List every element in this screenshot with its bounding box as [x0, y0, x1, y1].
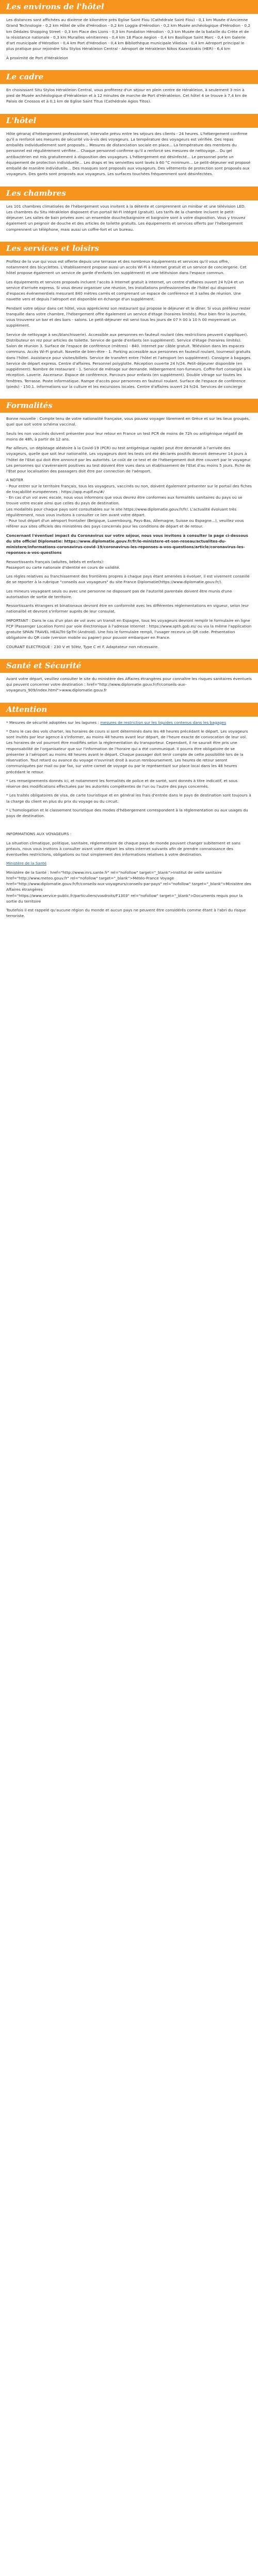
hotel-text: Hôte géranaj d'hébergement professionnel, Intervalle prévu entre les séjours des clients - 24 heures. L'hébergement confirme qu'il a renforcé ses mesures de sécurité vis-à-vis des voyageurs. La température des voyageurs est vérifiée. Des repas emballés individuellement sont proposés... Mesures de distanciation sociale en place... La température des membres du personnel est régulièrement vérifiée... Chaque personnel confirme qu'il a renforcé ses mesures de nettoyage... Du gel antibactérien est mis gratuitement à disposition des voyageurs. L'hébergement est désinfecté... Le personnel porte un équipement de protection individuelle... Les draps et les serviettes sont lavés à 60 °C minimum... Le petit-déjeuner est proposé emballé de manière individuelle... Des masques sont proposés aux voyageurs. Des vêtements de protection sont proposés aux voyageurs. Des gants sont proposés aux voyageurs. Les surfaces touchées fréquemment sont désinfectées. — [6, 131, 251, 177]
section-title-loisirs: Les services et loisirs — [0, 242, 258, 256]
environs-proximite: À proximité de Port d'Hérakleion — [6, 55, 68, 60]
chambres-text: Les 101 chambres climatisées de l'hébergement vous invitent à la détente et comprennent un minibar et une télévision LED. Les chambres du Situ Hérakleion disposent d'un portail Wi-Fi intégré (gratuit). Les tarifs de la chambre incluent le petit-déjeuner. Les salles de bain privées avec un ensemble douche/baignoire et baignoire sont à votre disposition. Vous y trouvez également un peignoir de douche et des articles de toilette gratuits. Les équipements et services offerts par l'hébergement comprennent un téléphone, mais aussi un coffre-fort et un bureau. — [6, 204, 246, 232]
section-environs — [0, 0, 258, 70]
formalites-coronavirus: Concernant l'éventuel impact du Coronavirus sur votre séjour, nous vous invitons à consulter la page ci-dessous du site officiel Diplomatie: https://www.diplomatie.gouv.fr/fr/le-ministere-et-son-reseau/actualites-du-ministere/informations-coronavirus-covid-19/coronavirus-les-reponses-a-vos-questions/article/coronavirus-les-reponses-a-vos-questions — [6, 533, 248, 555]
section-title-cadre: Le cadre — [0, 70, 258, 84]
loisirs-text-3: Pendant votre séjour dans cet hôtel, vous apprécierez son restaurant qui propose le déjeuner et le dîner. Si vous préférez rester tranquille dans votre chambre, l'hébergement offre également un service d'étage (horaires limités). Pour bien finir la journée, vous trouverez un bar et des bars - salons. Le petit-déjeuner est servi tous les jours de 07 h 00 à 10 h 00 moyennant un supplément. — [6, 306, 251, 328]
formalites-courant: COURANT ELECTRIQUE : 230 V et 50Hz, Type C et F. Adaptateur non nécessaire. — [6, 644, 159, 649]
section-title-hotel: L'hôtel — [0, 114, 258, 128]
info-terrorisme: Toutefois il est rappelé qu'aucune région du monde et aucun pays ne peuvent être considérés comme étant à l'abri du risque terroriste. — [6, 908, 246, 919]
formalites-text-3: Par ailleurs, un dépistage aléatoire à la Covid-19 (PCR) ou test antigénique rapide) peut être demandé à l'arrivée des voyageurs, quelle que soit leur nationalité. Les voyageurs dont les tests ont été déclarés positifs devront demeurer 14 jours à l'hôtel de l'Etat qui doit être annoncé par les autorités. Le coût de ce test et de l'hébergement doit être couvert par le voyageur. Les personnes qui s'avéreraient positives au test doivent être vues dans un établissement de l'Etat d'au moins 5 jours. Fiche de l'Etat pour localisation des passagers doit être par connection de l'aéroport. — [6, 446, 252, 473]
section-formalites — [0, 399, 258, 659]
formalites-mineurs: Les mineurs voyageant seuls ou avec une personne ne disposant pas de l'autorité parentale doivent être munis d'une autorisation de sortie de territoire. — [6, 588, 232, 599]
ministere-sante-link[interactable]: Ministère de la Santé — [6, 861, 47, 866]
formalites-ressortissants: Ressortissants français (adultes, bébés et enfants): Passeport ou carte nationale d'identité en cours de validité. — [6, 559, 120, 570]
liquides-restriction-link[interactable]: mesures de restriction sur les liquides contenus dans les bagages — [100, 720, 227, 725]
section-sante — [0, 659, 258, 703]
attention-liquides — [6, 720, 252, 725]
attention-horaires: * Dans le cas des vols charter, les horaires de cours si sont déterminés dans les 48 heures précédant le départ. Les voyageurs sont invités par leur agence à s'informer, au moins 48 heures avant leur départ, de l'heure exacte de convocation de leur vol. Les horaires de vol pourront être modifiés selon la réglementation du transporteur. Cependant, il ne saurait être pris une responsabilité de l'organisateur que sur l'information de l'horaire qui a été communiqué. Il pourra être obligatoire de se présenter à l'aéroport au moins 48 heures avant le départ. Chaque passager doit tenir compte de cette possibilité lors de la réservation. Tout retard ou avance du voyage n'ouvrirait droit à aucun remboursement. Les heures de retour seront communiquées par mail ou par fax, sur votre carnet de voyage ou par le représentant sur place local dans les 48 heures précédant le retour. — [6, 728, 248, 774]
info-links-text: Ministère de la Santé : href="http://www.inrs.sante.fr" rel="nofollow" target="_blank">Institut de veille sanitaire href="http://www.meteo.gouv.fr" rel="nofollow" target="_blank">Météo-France Voyage href="http://www.diplomatie.gouv.fr/fr/conseils-aux-voyageurs/conseils-par-pays" rel="nofollow" target="_blank">Ministère des Affaires étrangères href="https://www.service-public.fr/particuliers/vosdroits/F1303" rel="nofollow" target="_blank">Documents requis pour la sortie du territoire — [6, 870, 251, 904]
info-links — [6, 860, 252, 866]
section-attention — [0, 703, 258, 828]
page — [0, 0, 258, 928]
environs-distances: Les distances sont affichées au dixième de kilomètre près Eglise Saint Flou (Cathédrale Saint Flou) - 0,1 km Musée d'Ancienne Grand Technologie - 0,2 km Hôtel de ville d'Hérodion - 0,2 km Loggia d'Hérodion - 0,2 km Musée archéologique d'Hérodion - 0,2 km Dédales Shopping Street - 0,3 km Place des Lions - 0,3 km Fondation Hérodion - 0,3 km Musée de la bataille du Crète et de la résistance nationale - 0,3 km Murailles vénitiennes - 0,4 km 18 Place Aegion - 0,4 km Basilique Saint Marc - 0,4 km Galerie d'art municipale d'Hérodion - 0,4 km Port d'Hérodion - 0,4 km Bibliothèque municipale Vikelaia - 0,4 km Aéroport principal le plus pratique pour rejoindre Situ Stylos Hérakleion Central - Aéroport de Hérakleion Nikos Kazantzakis (HER) - 6,4 km — [6, 18, 251, 52]
formalites-a-noter: A NOTER - Pour entrer sur le territoire français, tous les voyageurs, vaccinés ou non, doivent également présenter sur le portail des fiches de traçabilité européennes : https://app.euplf.eu/#/ - En cas d'un vol avec escale, nous vous informons que vous devrez être conformes aux formalités sanitaires du pays où se trouve votre escale ainsi que celles du pays de destination. Les modalités pour chaque pays sont consultables sur le site https://www.diplomatie.gouv.fr/fr/. L'actualité évoluant très régulièrement, nous vous invitons à consulter ce lien avant votre départ. - Pour tout départ d'un aéroport frontalier (Belgique, Luxembourg, Pays-Bas, Allemagne, Suisse ou Espagne...), veuillez vous référer aux sites officiels des ministères des pays concernés pour les conditions de départ et de retour. — [6, 478, 252, 529]
section-chambres — [0, 187, 258, 242]
formalites-text-2: Seuls les non vaccinés doivent présenter pour leur retour en France un test PCR de moins de 72h ou antigénique négatif de moins de 48h, à partir de 12 ans. — [6, 431, 243, 442]
section-cadre — [0, 70, 258, 114]
attention-frais: * Les traités obligatoires de visa, de carte touristique et en général les frais d'entrée dans le pays de destination sont toujours à la charge du client en plus du prix du voyage ou du circuit. — [6, 793, 251, 804]
section-title-sante: Santé et Sécurité — [0, 659, 258, 673]
section-info-voyageurs — [0, 828, 258, 928]
section-title-attention: Attention — [0, 703, 258, 717]
attention-homologation: * L'homologation et le classement touristique des modes d'hébergement correspondent à la règlementation ou aux usages du pays de destination. — [6, 807, 248, 818]
attention-renseignements: * Les renseignements donnés ici, et notamment les formalités de police et de santé, sont donnés à titre indicatif, et sous réserve des modifications effectuées par les autorités compétentes de l'un ou l'autre des pays concernés. — [6, 778, 238, 789]
loisirs-text-1: Profitez de la vue qui vous est offerte depuis une terrasse et des nombreux équipements et services qu'il vous offre, notamment des bicyclettes. L'établissement propose aussi un accès Wi-Fi à Internet gratuit et un service de conciergerie. Cet hôtel propose également un service de garde d'enfants (en supplément) et une télévision dans l'espace commun. — [6, 259, 247, 276]
info-text: La situation climatique, politique, sanitaire, réglementaire de chaque pays de monde pouvant changer subitement et sans préavis, nous vous invitons à consulter avant votre départ les sites internet suivants afin de prendre connaissance des éventuelles restrictions, obligations ou tout simplement des informations relatives à votre destination. — [6, 840, 240, 857]
info-title: INFORMATIONS AUX VOYAGEURS : — [6, 832, 72, 837]
section-title-environs: Les environs de l'hôtel — [0, 0, 258, 14]
loisirs-text-2: Les équipements et services proposés incluent l'accès à Internet gratuit à Internet, un centre d'affaires ouvert 24 h/24 et un service d'arrivée express. Si vous devez organiser une réunion, les installations professionnelles de l'hôtel qui disposent d'espaces événementiels mesurant 840 mètres carrés et comprenant un espace de conférence et 3 salles de réunion. Une navette vers et depuis l'aéroport est disponible en échange d'un supplément. — [6, 279, 244, 302]
formalites-regles: Les règles relatives au franchissement des frontières propres à chaque pays étant amenées à évoluer, il est vivement conseillé de se reporter à la rubrique "conseils aux voyageurs" du site France Diplomatie(https://www.diplomatie.gouv.fr/). — [6, 574, 250, 585]
section-title-formalites: Formalités — [0, 399, 258, 413]
section-loisirs — [0, 242, 258, 399]
formalites-etrangers: Ressortissants étrangers et binationaux devront être en conformité avec les différentes réglementations en vigueur, selon leur nationalité et devront s'informer auprès de leur consulat. — [6, 603, 249, 614]
section-title-chambres: Les chambres — [0, 187, 258, 200]
attention-liquides-prefix: * Mesures de sécurité adoptées sur les lagunes : — [6, 720, 101, 725]
sante-text: Avant votre départ, veuillez consulter le site du ministère des Affaires étrangères pour connaître les risques sanitaires éventuels qui peuvent concerner votre destination : href="http://www.diplomatie.gouv.fr/fr/conseils-aux-voyageurs_909/index.html">www.diplomatie.gouv.fr — [6, 676, 252, 693]
cadre-text: En choisissant Situ Stylos Hérakleion Central, vous profiterez d'un séjour en plein centre de Hérakleion, à seulement 3 min à pied de Musée archéologique d'Hérakleion et à 12 minutes de marche de Port d'Hérakleion. Cet hôtel 4 se trouve à 7,4 km de Palais de Cnossos et à 0,1 km de Eglise Saint Titus (Cathédrale Agios Titos). — [6, 87, 247, 104]
formalites-text-1: Bonne nouvelle : Compte tenu de votre nationalité française, vous pouvez voyager librement en Grèce et sur les lieux groupés, quel que soit votre schéma vaccinal. — [6, 416, 250, 427]
formalites-important: IMPORTANT : Dans le cas d'un plan de vol avec un transit en Espagne, tous les voyageurs devront remplir le formulaire en ligne FCP (Passenger Location Form) par voie électronique à l'adresse Internet : https://www.spth.gob.es/ ou via la même l'application gratuite SPAIN TRAVEL HEALTH-SpTH (Android). Une fois le formulaire rempli, l'usager recevra un QR code. Présentation obligatoire du QR code (version mobile ou papier) pour pouvoir embarquer en France. — [6, 618, 252, 640]
section-hotel — [0, 114, 258, 187]
loisirs-text-4: Service de nettoyage à sec/blanchisserie). Accessible aux personnes en fauteuil roulant (des restrictions peuvent s'appliquer). Distributeur en rez pour articles de toilette. Service de garde d'enfants (en supplément). Service d'étage (horaires limités). Salon de réunion 3. Surface de l'espace de conférence (mètres) - 840. Internet par câble gratuit. Télévision dans les espaces communs. Accès Wi-Fi gratuit. Navette de bien-être - 1. Parking accessible aux personnes en fauteuil roulant, tournesol gratuits dans l'hôtel. Assistance pour visites/billets. Service de transfert entre l'hôtel et l'aéroport (en supplément). Consigne à bagages. Service de départ express. Centre d'affaires. Personnel polyglotte. Réception ouverte 24 h/24. Petit-déjeuner disponible (en supplément). Nombre de restaurant - 1. Service de ménage sur demande. Hébergement non-fumeurs. Coffre-fort conseiglé à la réception. Laverie. Ascenseur. Espace de conférence. Parcours pour enfants (en supplément). Double vitrage sur toutes les fenêtres. Terrasse. Poste informatique. Rampe d'accès pour personnes en fauteuil roulant. Surface de l'espace de conférence (pieds) - 150.1. Informations sur la culture et les excursions locales. Centre d'affaires ouvert 24 h/24. Services de concierge — [6, 332, 252, 389]
